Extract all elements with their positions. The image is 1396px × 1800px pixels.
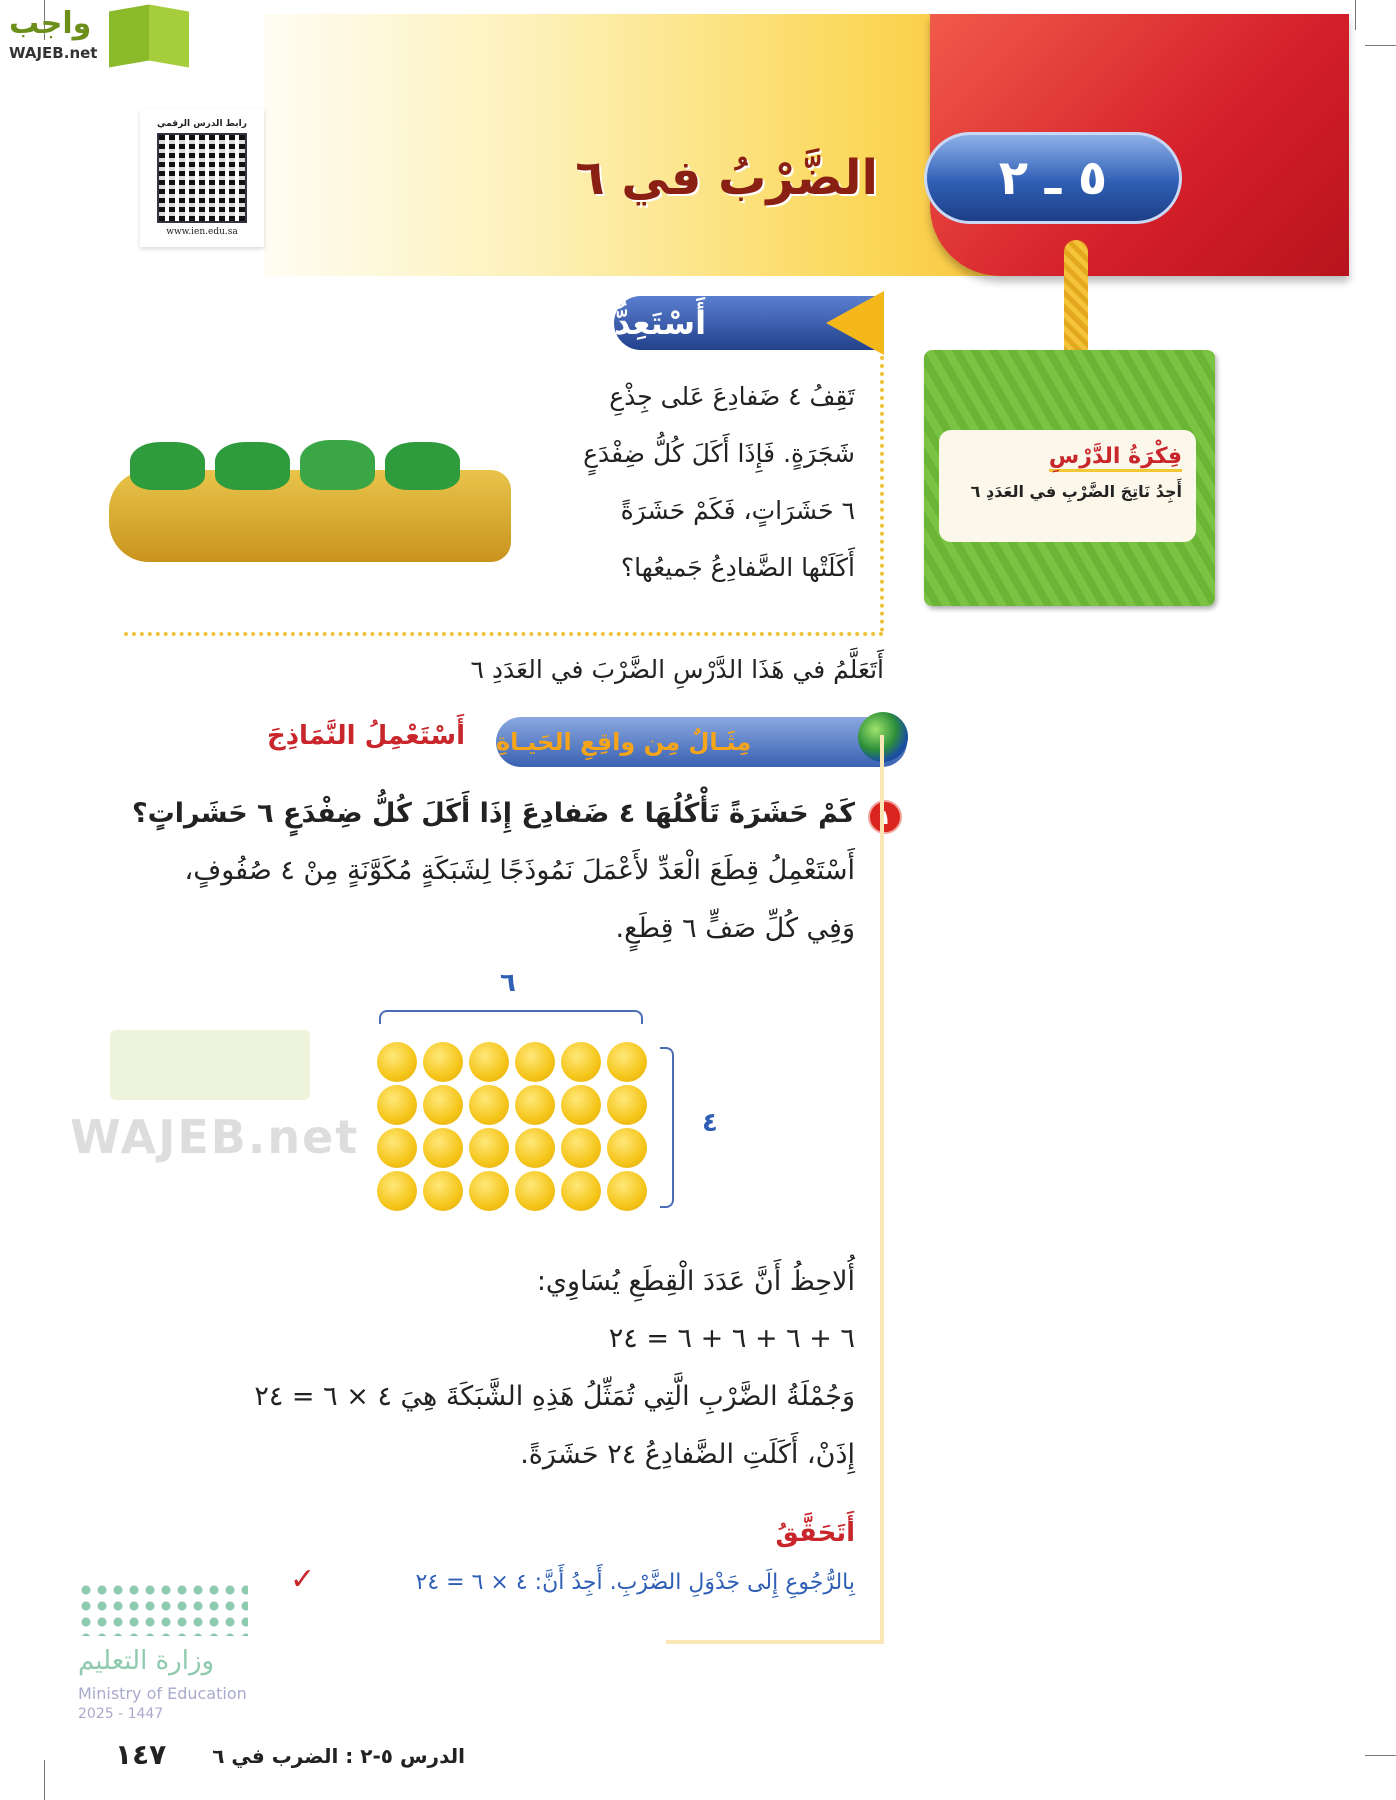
counter [469,1085,509,1125]
qr-label: رابط الدرس الرقمي [157,119,247,129]
ministry-logo-icon [78,1582,248,1636]
note-line: ٦ + ٦ + ٦ + ٦ = ٢٤ [608,1323,855,1354]
counter [607,1128,647,1168]
qr-url[interactable]: www.ien.edu.sa [166,227,238,237]
counter [377,1085,417,1125]
counter [515,1171,555,1211]
wajeb-logo [9,6,189,64]
frogs-illustration [130,430,480,490]
rope-icon [1064,240,1088,360]
example-line: أَسْتَعْمِلُ قِطَعَ الْعَدِّ لأَعْمَلَ نَمُوذَجًا لِشَبَكَةٍ مُكَوَّنَةٍ مِنْ ٤ صُفُوفٍ، [184,855,855,886]
crop-mark [44,1760,45,1800]
logo-arabic: واجب [9,6,92,41]
frog-icon [215,442,290,490]
get-ready-banner: أَسْتَعِدُّ [614,296,884,350]
get-ready-line: شَجَرَةٍ. فَإِذَا أَكَلَ كُلُّ ضِفْدَعٍ [583,439,855,468]
use-models-label: أَسْتَعْمِلُ النَّمَاذِجَ [266,721,465,751]
check-text: بِالرُّجُوعِ إِلَى جَدْوَلِ الضَّرْبِ. أَجِدُ أَنَّ: ٤ × ٦ = ٢٤ [415,1570,855,1595]
counter [469,1128,509,1168]
check-heading: أَتَحَقَّقُ [775,1518,855,1548]
qr-card[interactable] [140,109,264,247]
counter [561,1085,601,1125]
example-banner: مِثَـالٌ مِن واقِعِ الحَيـاةِ [496,717,907,767]
logo-latin: WAJEB.net [9,44,98,62]
counter [377,1042,417,1082]
counter [561,1128,601,1168]
counter [515,1128,555,1168]
ministry-arabic: وزارة التعليم [78,1646,215,1676]
note-line: إِذَنْ، أَكَلَتِ الضَّفادِعُ ٢٤ حَشَرَةً. [520,1439,855,1470]
counter [607,1042,647,1082]
frog-icon [385,442,460,490]
example-question: كَمْ حَشَرَةً تَأْكُلُهَا ٤ ضَفادِعَ إِذَا أَكَلَ كُلُّ ضِفْدَعٍ ٦ حَشَراتٍ؟ [131,798,855,829]
counter [561,1171,601,1211]
counter [561,1042,601,1082]
columns-label: ٦ [500,968,516,998]
get-ready-line: تَقِفُ ٤ ضَفادِعَ عَلى جِذْعِ [609,382,855,411]
get-ready-line: أَكَلَتْها الضَّفادِعُ جَميعُها؟ [620,553,855,582]
learn-statement: أَتَعَلَّمُ في هَذَا الدَّرْسِ الضَّرْبَ في العَدَدِ ٦ [470,655,884,684]
divider [124,632,884,636]
section-border [666,1640,884,1644]
side-brace [660,1047,674,1208]
lesson-idea-text: أَجِدُ نَاتِجَ الضَّرْبِ في العَدَدِ ٦ [970,482,1182,501]
rows-label: ٤ [702,1108,718,1138]
counter [469,1042,509,1082]
watermark-book-icon [110,1030,310,1100]
counter [607,1085,647,1125]
counter [423,1042,463,1082]
lesson-title: الضَّرْبُ في ٦ [575,150,878,206]
section-border [880,735,884,1642]
crop-mark [1365,1755,1396,1756]
lesson-number-badge: ٥ ـ ٢ [924,132,1182,224]
counter [423,1085,463,1125]
divider [880,356,884,632]
lesson-idea-heading: فِكْرَةُ الدَّرْسِ [1049,444,1182,472]
note-line: أُلاحِظُ أَنَّ عَدَدَ الْقِطَعِ يُسَاوِي: [536,1266,855,1297]
counter [377,1171,417,1211]
frog-icon [130,442,205,490]
counter [423,1128,463,1168]
crop-mark [1365,45,1396,46]
counter [423,1171,463,1211]
ministry-year: 2025 - 1447 [78,1706,164,1722]
footer-lesson: الدرس ٥-٢ : الضرب في ٦ [212,1744,465,1768]
qr-code-icon[interactable] [157,133,247,223]
arrow-icon [826,291,884,355]
ministry-english: Ministry of Education [78,1684,247,1703]
watermark: WAJEB.net [70,1110,360,1164]
example-number-badge: ١ [868,800,902,834]
book-icon [109,4,149,67]
frog-icon [300,440,375,490]
counter [515,1085,555,1125]
lesson-idea-box [939,430,1196,542]
note-line: وَجُمْلَةُ الضَّرْبِ الَّتِي تُمَثِّلُ هَذِهِ الشَّبَكَةَ هِيَ ٤ × ٦ = ٢٤ [254,1381,855,1412]
counter [607,1171,647,1211]
top-brace [379,1010,643,1024]
page-number: ١٤٧ [115,1738,167,1771]
counter [377,1128,417,1168]
example-line: وَفِي كُلِّ صَفٍّ ٦ قِطَعٍ. [615,913,855,944]
counter [515,1042,555,1082]
counters-grid [377,1042,647,1222]
book-icon [149,4,189,67]
get-ready-line: ٦ حَشَرَاتٍ، فَكَمْ حَشَرَةً [620,496,855,525]
crop-mark [1355,0,1356,30]
checkmark-icon: ✓ [290,1562,316,1597]
counter [469,1171,509,1211]
